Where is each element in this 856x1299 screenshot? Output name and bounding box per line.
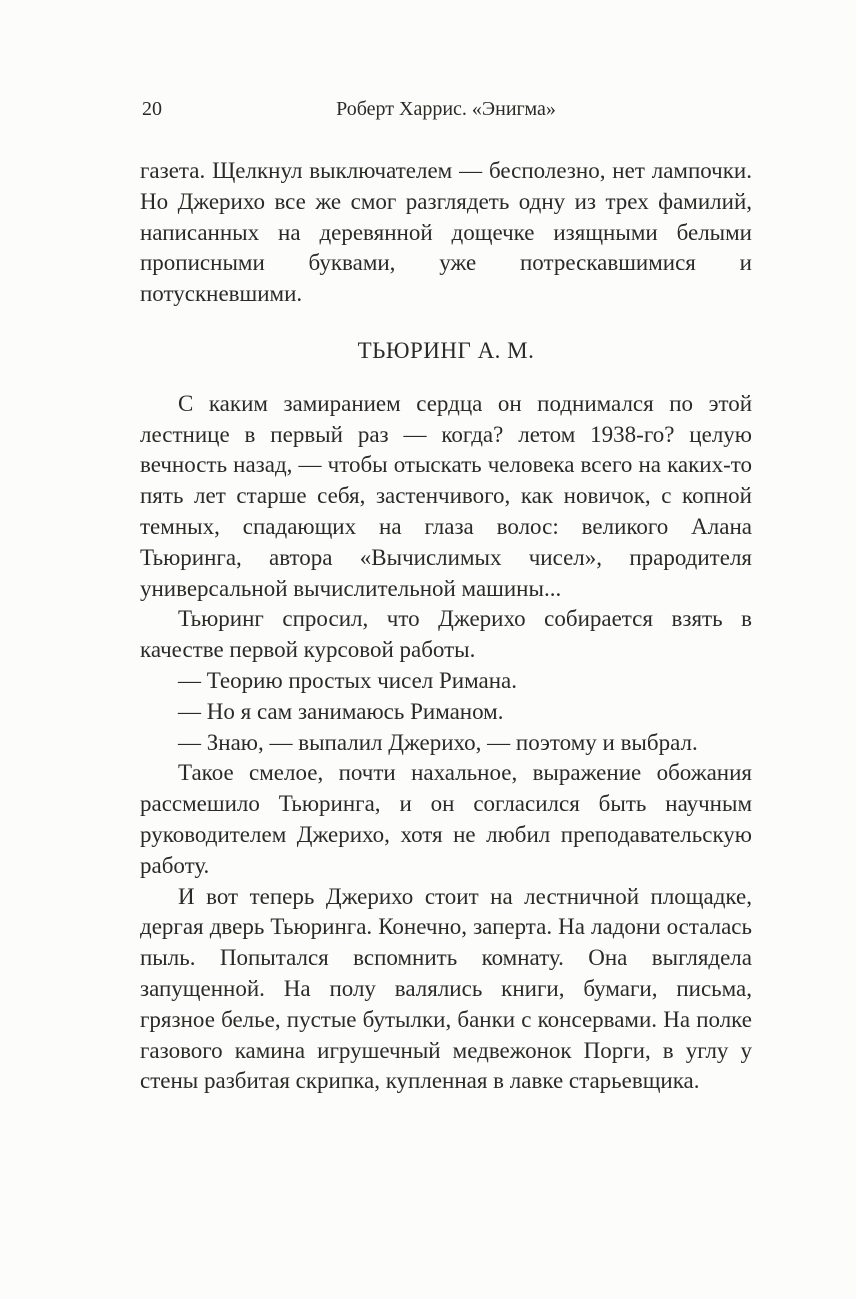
paragraph-continuation: газета. Щелкнул выключателем — бесполезно, нет лампочки. Но Джерихо все же смог разглядеть одну из трех фамилий, написанных на деревянной дощечке изящными белыми прописными буквами, уже потрескавшимися и потускневшими. bbox=[140, 158, 752, 307]
page-body bbox=[140, 156, 752, 1097]
page-header bbox=[140, 96, 752, 122]
running-header: Роберт Харрис. «Энигма» bbox=[336, 98, 556, 120]
paragraph: Тьюринг спросил, что Джерихо собирается взять в качестве первой курсовой работы. bbox=[140, 606, 752, 663]
section-heading: ТЬЮРИНГ А. М. bbox=[357, 337, 535, 363]
paragraph: С каким замиранием сердца он поднимался по этой лестнице в первый раз — когда? летом 1938-го? целую вечность назад, — чтобы отыскать человека всего на каких-то пять лет старше себя, застенчивого, как новичок, с копной темных, спадающих на глаза волос: великого Алана Тьюринга, автора «Вычислимых чисел», прародителя универсальной вычислительной машины... bbox=[140, 390, 752, 601]
dialogue-line: — Теорию простых чисел Римана. bbox=[178, 667, 517, 693]
dialogue-line: — Но я сам занимаюсь Риманом. bbox=[178, 698, 504, 724]
dialogue-line: — Знаю, — выпалил Джерихо, — поэтому и выбрал. bbox=[178, 729, 698, 755]
paragraph: И вот теперь Джерихо стоит на лестничной площадке, дергая дверь Тьюринга. Конечно, заперта. На ладони осталась пыль. Попытался вспомнить комнату. Она выглядела запущенной. На полу валялись книги, бумаги, письма, грязное белье, пустые бутылки, банки с консервами. На полке газового камина игрушечный медвежонок Порги, в углу у стены разбитая скрипка, купленная в лавке старьевщика. bbox=[140, 883, 752, 1094]
page-number: 20 bbox=[142, 98, 162, 120]
paragraph: Такое смелое, почти нахальное, выражение обожания рассмешило Тьюринга, и он согласился быть научным руководителем Джерихо, хотя не любил преподавательскую работу. bbox=[140, 760, 752, 878]
